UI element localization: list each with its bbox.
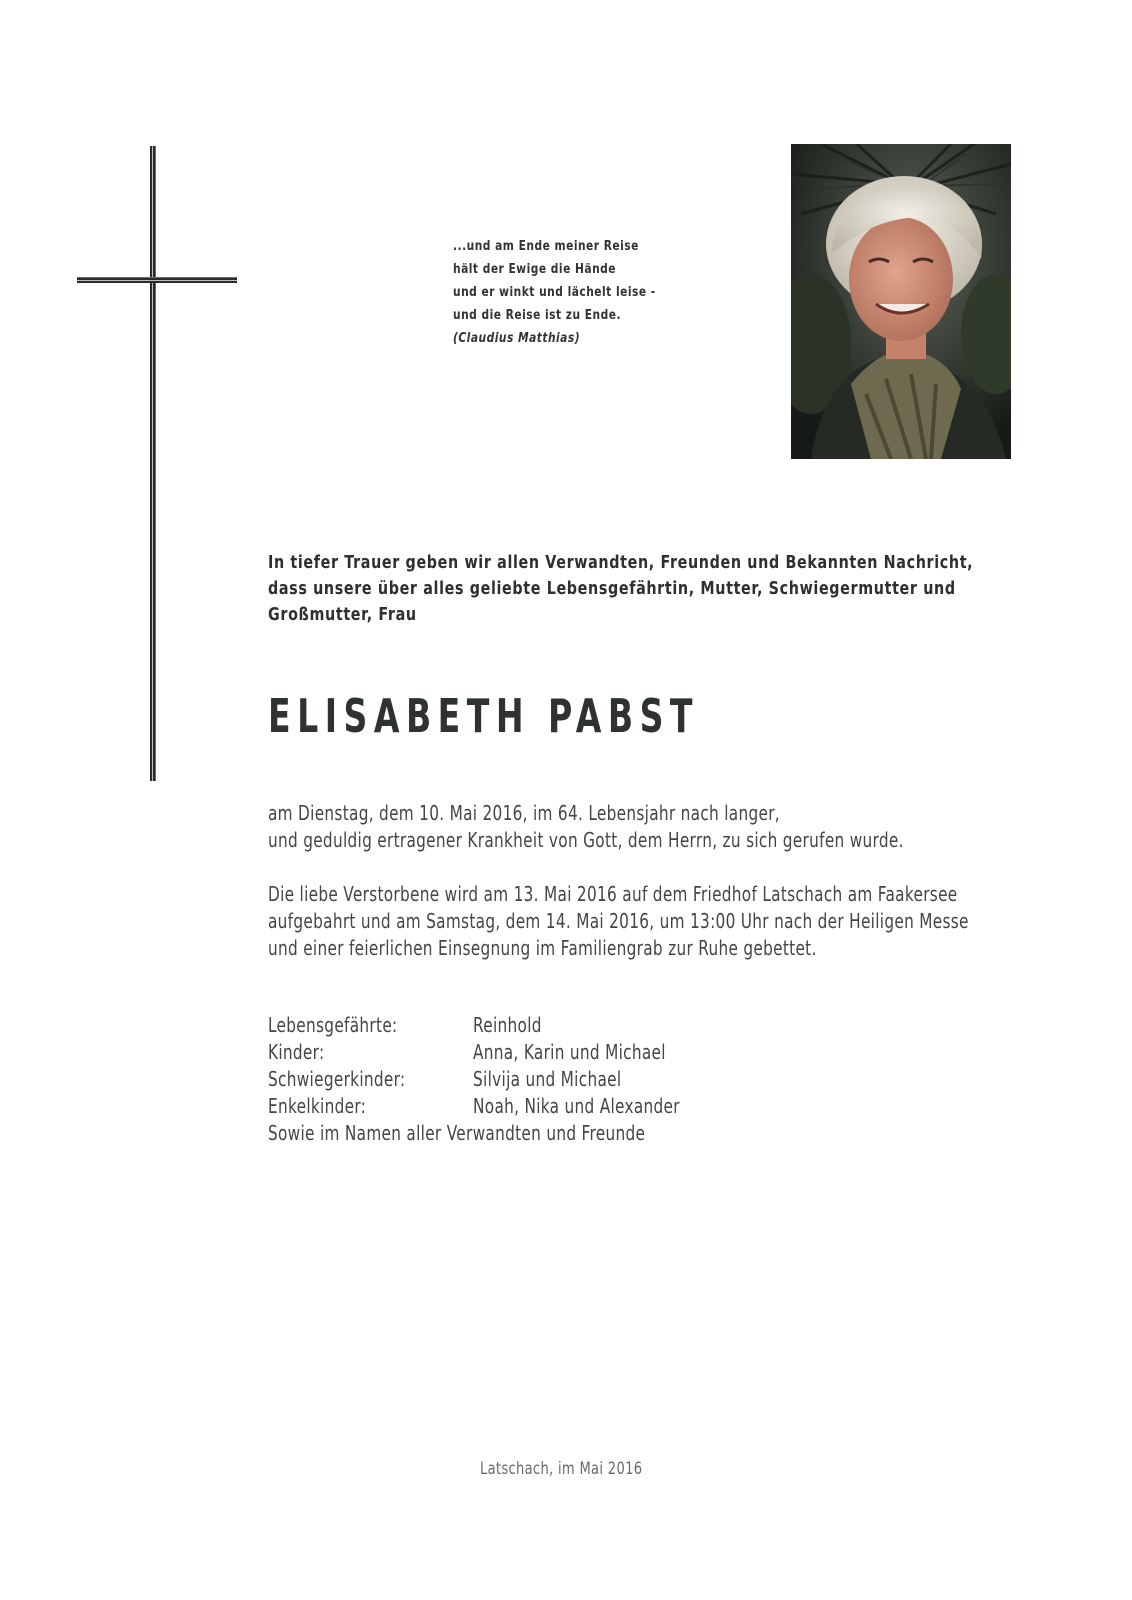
death-notice-line: am Dienstag, dem 10. Mai 2016, im 64. Lebensjahr nach langer, [268, 801, 780, 825]
poem-line: und er winkt und lächelt leise - [453, 285, 656, 300]
intro-line: dass unsere über alles geliebte Lebensgefährtin, Mutter, Schwiegermutter und [268, 578, 956, 599]
family-value: Reinhold [473, 1013, 542, 1037]
poem-line: hält der Ewige die Hände [453, 262, 617, 277]
family-label: Schwiegerkinder: [268, 1067, 406, 1091]
funeral-notice-line: Die liebe Verstorbene wird am 13. Mai 2016 auf dem Friedhof Latschach am Faakersee [268, 882, 958, 906]
cross-vertical-beam [150, 146, 156, 781]
intro-line: Großmutter, Frau [268, 604, 417, 625]
family-row [268, 1066, 680, 1093]
family-row [268, 1039, 680, 1066]
poem-line: ...und am Ende meiner Reise [453, 239, 639, 254]
death-notice [268, 800, 987, 854]
cross-horizontal-beam [77, 277, 237, 283]
intro-text [268, 550, 974, 628]
portrait-photo [791, 144, 1011, 459]
family-value: Silvija und Michael [473, 1067, 622, 1091]
family-row [268, 1093, 680, 1120]
portrait-illustration [791, 144, 1011, 459]
death-notice-line: und geduldig ertragener Krankheit von Gott, dem Herrn, zu sich gerufen wurde. [268, 828, 904, 852]
family-value: Anna, Karin und Michael [473, 1040, 666, 1064]
poem-line: und die Reise ist zu Ende. [453, 308, 622, 323]
family-label: Kinder: [268, 1040, 325, 1064]
family-row [268, 1012, 680, 1039]
deceased-name: ELISABETH PABST [268, 689, 700, 743]
family-label: Enkelkinder: [268, 1094, 367, 1118]
funeral-notice-line: aufgebahrt und am Samstag, dem 14. Mai 2016, um 13:00 Uhr nach der Heiligen Messe [268, 909, 969, 933]
poem-quote [453, 235, 666, 350]
funeral-notice-line: und einer feierlichen Einsegnung im Familiengrab zur Ruhe gebettet. [268, 936, 817, 960]
family-closing-text: Sowie im Namen aller Verwandten und Freunde [268, 1121, 646, 1145]
family-value: Noah, Nika und Alexander [473, 1094, 680, 1118]
intro-line: In tiefer Trauer geben wir allen Verwandten, Freunden und Bekannten Nachricht, [268, 552, 974, 573]
funeral-notice [268, 881, 987, 962]
family-label: Lebensgefährte: [268, 1013, 398, 1037]
family-closing [268, 1120, 680, 1147]
family-list [268, 1012, 680, 1147]
footer-place-date: Latschach, im Mai 2016 [480, 1459, 643, 1479]
poem-author: (Claudius Matthias) [453, 331, 581, 346]
